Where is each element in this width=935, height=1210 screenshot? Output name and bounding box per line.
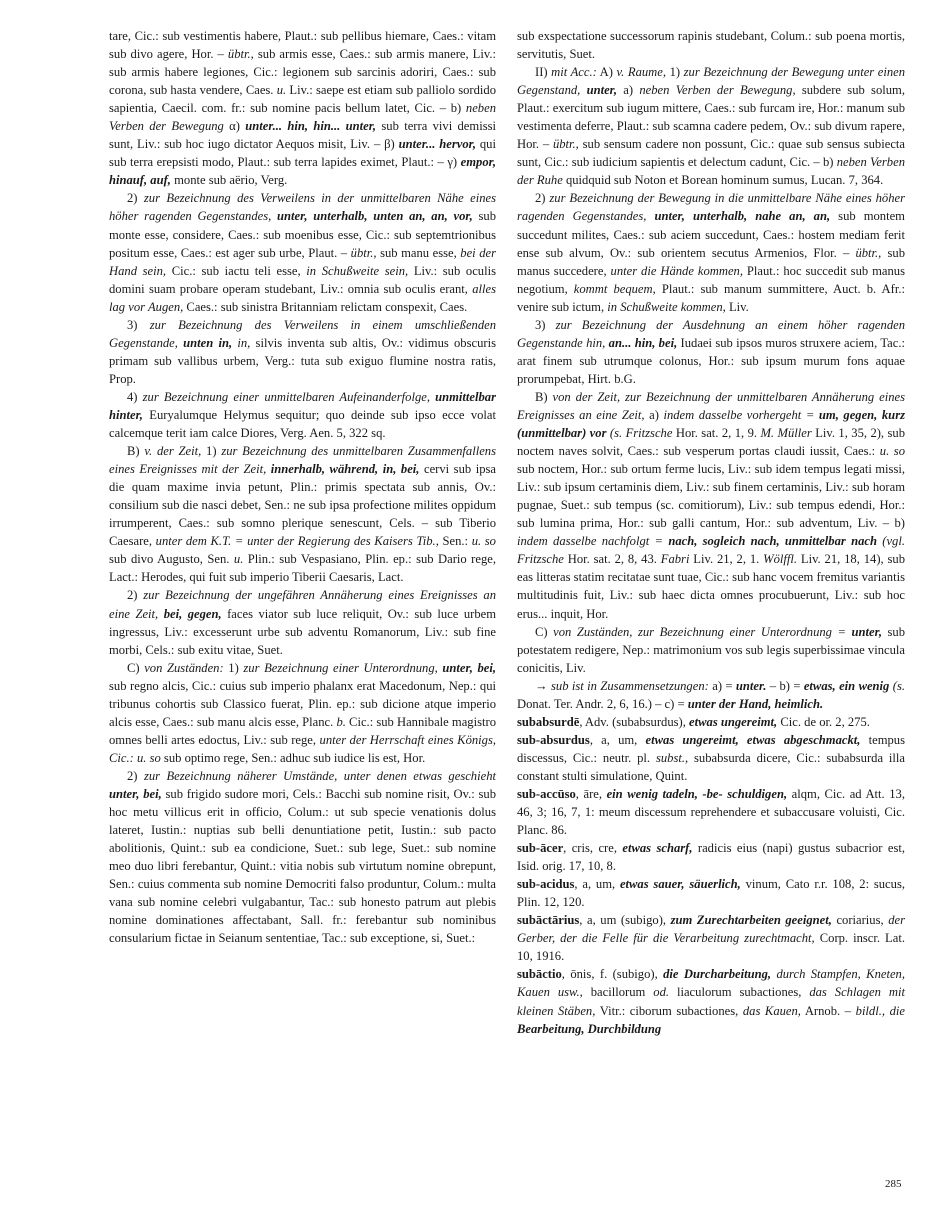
text-segment: durch Stampfen, Kneten, Kauen usw.,	[517, 967, 905, 1000]
text-segment: bei der Hand sein,	[109, 245, 496, 278]
text-segment: Liv.: sub oculis domini suam probare operam studebant, Liv.: omnia sub oculis erant,	[109, 263, 497, 296]
text-segment: 1)	[201, 444, 222, 459]
text-segment: od.	[653, 985, 670, 1000]
text-segment: sub manu esse,	[376, 245, 461, 260]
headword: subāctārius	[517, 913, 580, 928]
text-segment: unter, bei,	[109, 786, 162, 801]
text-segment: 3)	[127, 317, 150, 332]
text-segment: neben Verben der Bewegung,	[639, 83, 796, 98]
text-segment: a) =	[708, 678, 736, 693]
text-segment: der Gerber, der die Felle für die Verarbeitung zurechtmacht,	[517, 913, 906, 946]
text-segment: cervi sub ipsa die quam maxime invia petunt, Plin.: primis spectata sub annis, Ov.: consilium sub die nasci debet, Sen.: ne sub ipsa profectione milites oppidum irrumperent, Caes.: sub somno plerique senescunt, Cels. – sub Tiberio Caesare,	[109, 462, 496, 549]
text-segment: Liv. 1, 35, 2), sub noctem naves solvit, Caes.: sub vesperum portas claudi iussit, Caes.:	[517, 426, 905, 459]
text-segment: das Kauen,	[742, 1003, 801, 1018]
text-segment: tempus discessus, Cic.: neutr. pl.	[517, 732, 905, 765]
text-segment: v. der Zeit,	[144, 444, 202, 459]
text-segment: (s.	[892, 678, 906, 693]
text-segment: Iudaei sub ipsos muros struxere aciem, Tac.: arat finem sub utrumque colonus, Hor.: sub ipsum murum fons aquae prorumpebat, Hirt. b.G.	[517, 335, 905, 386]
right-column	[517, 27, 905, 1038]
text-segment: Sen.:	[438, 534, 472, 549]
text-segment: Plin.: sub Vespasiano, Plin. ep.: sub Dario rege, Lact.: Herodes, qui fuit sub imperio Tiberii Caesaris, Lact.	[109, 552, 496, 585]
text-segment: die Durcharbeitung,	[663, 967, 772, 982]
text-segment: sub regno alcis, Cic.: cuius sub imperio phalanx erat Macedonum, Nep.: qui tribunus cohortis sub Classico fuerat, Plin. ep.: sub dicione atque imperio alcis esse, Caes.: sub manu alcis esse, Planc.	[109, 678, 496, 729]
text-segment: unter, unterhalb, nahe an, an,	[654, 209, 831, 224]
left-column	[109, 27, 496, 947]
text-segment: sub ist in Zusammensetzungen:	[551, 678, 709, 693]
dictionary-paragraph	[517, 388, 905, 623]
dictionary-paragraph	[517, 316, 905, 388]
text-segment: tare, Cic.: sub vestimentis habere, Plaut.: sub pellibus hiemare, Caes.: vitam sub divo agere, Hor. –	[109, 29, 496, 62]
text-segment: unter... hervor,	[398, 137, 476, 152]
text-segment: das Schlagen mit kleinen Stäben,	[517, 985, 905, 1018]
text-segment: 3)	[535, 317, 556, 332]
text-segment: kommt bequem,	[573, 281, 656, 296]
text-segment: von Zuständen, zur Bezeichnung einer Unterordnung =	[553, 624, 846, 639]
text-segment: indem dasselbe nachfolgt =	[517, 534, 664, 549]
dictionary-paragraph	[517, 731, 905, 785]
text-segment: Cic.: sub Hannibale magistro omnes belli artes edoctus, Liv.: sub rege,	[109, 714, 496, 747]
text-segment: sub potestatem redigere, Nep.: matrimonium vos sub legis superbissimae vincula conicitis, Liv.	[517, 624, 905, 675]
dictionary-paragraph	[109, 442, 496, 586]
text-segment: etwas ungereimt,	[689, 714, 778, 729]
text-segment: empor, hinauf, auf,	[109, 155, 496, 188]
text-segment: übtr.,	[227, 47, 254, 62]
text-segment: u. so	[879, 444, 905, 459]
dictionary-paragraph	[109, 767, 496, 947]
text-segment: alles lag vor Augen,	[109, 281, 496, 314]
text-segment: zum Zurechtarbeiten geeignet,	[670, 913, 832, 928]
text-segment: neben Verben der Bewegung	[109, 101, 496, 134]
text-segment: in Schußweite kommen,	[607, 299, 726, 314]
text-segment: , a, um (subigo),	[579, 913, 671, 928]
text-segment: innerhalb, während, in, bei,	[270, 462, 420, 477]
text-segment: Hor. sat. 2, 1, 9.	[672, 426, 761, 441]
text-segment: zur Bezeichnung der ungefähren Annäherung eines Ereignisses an eine Zeit,	[109, 588, 496, 621]
dictionary-paragraph	[109, 586, 496, 658]
text-segment: Caes.: sub sinistra Britanniam relictam conspexit, Caes.	[183, 299, 468, 314]
text-segment: sub manus succedere,	[517, 245, 905, 278]
text-segment: , cris, cre,	[563, 841, 623, 856]
text-segment: u.	[233, 552, 244, 567]
text-segment: um, gegen, kurz (unmittelbar) vor	[517, 407, 905, 441]
text-segment: sub optimo rege, Sen.: adhuc sub iudice lis est, Hor.	[160, 750, 426, 765]
text-segment: monte sub aërio, Verg.	[170, 173, 288, 188]
text-segment: Liv. 21, 18, 14), sub eas litteras statim recitatae sunt tuae, Cic.: sub hanc vocem fremitus variantis multitudinis fuit, Liv.: sub haec dicta omnes procubuerunt, Liv.: sub hoc erus... inquit, Hor.	[517, 552, 905, 621]
text-segment: sub noctem, Hor.: sub ortum ferme lucis, Liv.: sub idem tempus legati missi, Liv.: sub ipsum certaminis diem, Liv.: sub finem certaminis, Liv.: sub horam pugnae, Suet.: sub tempus (sc. comitiorum), Liv.: sub tempus edendi, Hor.: sub lumina prima, Hor.: sub galli cantum, Hor.: sub adventum, Liv. – b)	[517, 462, 905, 531]
text-segment: sub montem succedunt milites, Caes.: sub aciem succedunt, Caes.: hostem mediam ferit ense sub alvum, Ov.: sub orientem secutus Armenios, Flor. –	[517, 209, 905, 260]
text-segment: bacillorum	[582, 985, 654, 1000]
text-segment: in,	[237, 335, 251, 350]
text-segment: unter der Herrschaft eines Königs, Cic.: u. so	[109, 732, 497, 765]
dictionary-paragraph	[109, 27, 496, 189]
text-segment: unter.	[735, 678, 767, 693]
text-segment: alqm, Cic. ad Att. 13, 46, 3; 16, 7, 1: meum discessum reprehendere et subaccusare voluisti, Cic. Planc. 86.	[517, 786, 905, 838]
text-segment: →	[535, 678, 551, 693]
dictionary-paragraph	[517, 677, 905, 713]
dictionary-paragraph	[517, 623, 905, 677]
text-segment: Fabri	[660, 552, 690, 567]
text-segment: subabsurda dicere, Cic.: subabsurda illa constant stulti simulatione, Quint.	[517, 750, 905, 783]
text-segment: 2)	[535, 191, 550, 206]
text-segment: sub terra vivi demissi sunt, Liv.: sub hoc iugo dictator Aequos misit, Liv. – β)	[109, 119, 496, 152]
text-segment: Liv.: saepe est etiam sub palliolo sordido sapientia, Caecil. com. fr.: sub nomine pacis bellum latet, Cic. – b)	[109, 83, 496, 116]
text-segment: unmittelbar hinter,	[109, 389, 496, 422]
text-segment: faces viator sub luce reliquit, Ov.: sub luce urbem ingressus, Liv.: excesserunt urbe sub adventu Romanorum, Liv.: sub fine morbi, Cels.: sub exitu vitae, Suet.	[109, 606, 496, 657]
text-segment: (vgl. Fritzsche	[517, 534, 905, 567]
text-segment: a)	[617, 83, 640, 98]
text-segment: etwas ungereimt, etwas abgeschmackt,	[645, 732, 861, 747]
text-segment: Plaut.: sub manum summittere, Auct. b. Afr.: venire sub ictum,	[517, 281, 905, 314]
text-segment: von der Zeit, zur Bezeichnung der unmittelbaren Annäherung eines Ereignisses an eine Zeit,	[517, 389, 905, 422]
text-segment: radicis eius (napi) gustus subacrior est, Isid. orig. 17, 10, 8.	[517, 841, 905, 874]
text-segment: zur Bezeichnung des Verweilens in der unmittelbaren Nähe eines höher ragenden Gegenstandes,	[109, 191, 497, 224]
text-segment: unter, unterhalb, unten an, an, vor,	[277, 209, 473, 224]
text-segment: bildl.,	[855, 1003, 886, 1018]
text-segment: – b) =	[766, 678, 804, 693]
text-segment: Liv.	[725, 299, 749, 314]
headword: sub-absurdus	[517, 732, 590, 747]
headword: sub-accūso	[517, 786, 576, 801]
text-segment: silvis inventa sub altis, Ov.: vidimus obscuris primam sub vallibus urbem, Verg.: tuta sub exiguo flumine nostra ratis, Prop.	[109, 335, 496, 386]
text-segment: zur Bezeichnung der Bewegung unter einen Gegenstand,	[517, 65, 906, 98]
text-segment: sub armis esse, Caes.: sub armis manere, Liv.: sub armis habere legiones, Cic.: legionem sub sarcinis adoriri, Caes.: sub corona, sub hasta vendere, Caes.	[109, 47, 497, 98]
dictionary-paragraph	[517, 965, 905, 1037]
text-segment: unten in,	[183, 335, 233, 350]
text-segment: zur Bezeichnung des Verweilens in einem umschließenden Gegenstande,	[109, 317, 497, 350]
text-segment: sub exspectatione successorum rapinis studebant, Colum.: sub poena mortis, servitutis, Suet.	[517, 29, 905, 62]
text-segment: C)	[127, 660, 145, 675]
text-segment: mit Acc.:	[551, 65, 597, 80]
text-segment: vinum, Cato r.r. 108, 2: sucus, Plin. 12, 120.	[517, 877, 905, 910]
dictionary-paragraph	[517, 713, 905, 731]
headword: subāctio	[517, 967, 562, 982]
text-segment: a)	[644, 407, 664, 422]
text-segment: bei, gegen,	[163, 606, 222, 621]
headword: sub-acidus	[517, 877, 575, 892]
text-segment: sub monte esse, considere, Caes.: sub moenibus esse, Cic.: sub septemtrionibus positum esse, Caes.: est ager sub urbe, Plaut. –	[109, 209, 496, 260]
text-segment: unter dem K.T. = unter der Regierung des Kaisers Tib.,	[155, 534, 439, 549]
text-segment: , āre,	[575, 786, 607, 801]
text-segment: qui sub terra erepsisti modo, Plaut.: sub terra lapides eximet, Plaut.: – γ)	[109, 137, 496, 170]
text-segment: Vitr.: ciborum subactiones,	[595, 1003, 743, 1018]
dictionary-paragraph	[517, 911, 905, 965]
text-segment: u. so	[471, 534, 496, 549]
text-segment: α)	[223, 119, 246, 134]
headword: subabsurdē	[517, 714, 580, 729]
text-segment: (s. Fritzsche	[609, 426, 673, 441]
text-segment: Corp. inscr. Lat. 10, 1916.	[517, 931, 905, 964]
text-segment: zur Bezeichnung näherer Umstände, unter denen etwas geschieht	[143, 768, 496, 783]
text-segment: Bearbeitung, Durchbildung	[517, 1021, 662, 1036]
text-segment: 2)	[127, 768, 144, 783]
text-segment: B)	[535, 389, 553, 404]
text-segment: subdere sub solum, Plaut.: exercitum sub iugum mittere, Caes.: sub furcam ire, Hor.: manum sub vestimenta deferre, Plaut.: sub scamna cadere pedem, Ov.: sub divum rapere, Hor. –	[517, 83, 905, 152]
text-segment: C)	[535, 624, 554, 639]
text-segment: liaculorum subactiones,	[669, 985, 810, 1000]
text-segment: Cic. de or. 2, 275.	[777, 714, 870, 729]
text-segment: nach, sogleich nach, unmittelbar nach	[668, 534, 877, 549]
text-segment: , ōnis, f. (subigo),	[561, 967, 664, 982]
text-segment: 1)	[666, 65, 684, 80]
dictionary-paragraph	[517, 63, 905, 189]
text-segment: etwas scharf,	[622, 841, 693, 856]
text-segment: II)	[535, 65, 552, 80]
text-segment: v. Raume,	[616, 65, 667, 80]
text-segment: an... hin, bei,	[608, 335, 678, 350]
dictionary-paragraph	[109, 316, 496, 388]
dictionary-paragraph	[109, 189, 496, 315]
text-segment: , a, um,	[589, 732, 646, 747]
text-segment: übtr.,	[552, 137, 579, 152]
text-segment: indem dasselbe vorhergeht =	[663, 407, 815, 422]
text-segment: zur Bezeichnung einer unmittelbaren Aufeinanderfolge,	[142, 389, 430, 404]
dictionary-paragraph	[517, 875, 905, 911]
dictionary-paragraph	[517, 27, 905, 63]
text-segment: Wölffl.	[763, 552, 798, 567]
text-segment: coriarius,	[831, 913, 889, 928]
text-segment: unter die Hände kommen,	[610, 263, 743, 278]
text-segment: 2)	[127, 588, 144, 603]
text-segment: u.	[276, 83, 287, 98]
dictionary-paragraph	[109, 659, 496, 767]
text-segment: zur Bezeichnung der Ausdehnung an einem höher ragenden Gegenstande hin,	[517, 317, 906, 350]
text-segment: Plaut.: hoc succedit sub manus negotium,	[517, 263, 905, 296]
dictionary-paragraph	[517, 785, 905, 839]
text-segment: unter... hin, hin... unter,	[245, 119, 377, 134]
text-segment: M. Müller	[760, 426, 812, 441]
text-segment: , Adv. (subabsurdus),	[579, 714, 690, 729]
text-segment: Euryalumque Helymus sequitur; quo deinde sub ipso ecce volat calcemque terit iam calce Diores, Verg. Aen. 5, 322 sq.	[109, 407, 496, 441]
text-segment: neben Verben der Ruhe	[517, 155, 905, 188]
text-segment: 1)	[223, 660, 244, 675]
text-segment: sub divo Augusto, Sen.	[109, 552, 234, 567]
text-segment: A)	[596, 65, 617, 80]
text-segment: Liv. 21, 2, 1.	[689, 552, 764, 567]
dictionary-paragraph	[517, 839, 905, 875]
text-segment: sub sensum cadere non possunt, Cic.: quae sub sensus subiecta sunt, Cic.: sub iudicium sapientis et delectum cadunt, Cic. – b)	[517, 137, 905, 170]
text-segment: unter der Hand, heimlich.	[687, 696, 824, 711]
text-segment: Donat. Ter. Andr. 2, 6, 16.) – c) =	[517, 696, 688, 711]
text-segment: b.	[336, 714, 346, 729]
text-segment: etwas, ein wenig	[803, 678, 890, 693]
text-segment: unter,	[851, 624, 882, 639]
text-segment: 4)	[127, 389, 143, 404]
text-segment: die	[889, 1003, 906, 1018]
text-segment: zur Bezeichnung der Bewegung in die unmittelbare Nähe eines höher ragenden Gegenstandes,	[517, 191, 905, 224]
text-segment: 2)	[127, 191, 144, 206]
text-segment: übtr.,	[350, 245, 377, 260]
text-segment: übtr.,	[855, 245, 882, 260]
text-segment: unter,	[586, 83, 618, 98]
text-segment: Hor. sat. 2, 8, 43.	[563, 552, 661, 567]
page-number: 285	[885, 1178, 902, 1190]
text-segment: ein wenig tadeln, -be- schuldigen,	[606, 786, 788, 801]
text-segment: zur Bezeichnung einer Unterordnung,	[243, 660, 438, 675]
text-segment: Arnob. –	[800, 1003, 856, 1018]
text-segment: Cic.: sub iactu teli esse,	[166, 263, 307, 278]
text-segment: B)	[127, 444, 145, 459]
text-segment: etwas sauer, säuerlich,	[619, 877, 741, 892]
dictionary-paragraph	[517, 189, 905, 315]
text-segment: quidquid sub Noton et Borean hominum sumus, Lucan. 7, 364.	[562, 173, 884, 188]
text-segment: sub frigido sudore mori, Cels.: Bacchi sub nomine risit, Ov.: sub hoc metu villicus erit in officio, Colum.: ut sub specie venationis dolus lateret, Iustin.: nuptias sub belli denuntiatione petit, Iustin.: sub pacto abolitionis, Quint.: sub ea condicione, Suet.: sub lege, Suet.: sub nomine meo duo libri ferebantur, Quint.: vitia nobis sub virtutum nomine obrepunt, Sen.: cuius commenta sub nomine Democriti falso produntur, Colum.: multa vana sub nomine celebri vulgabantur, Tac.: sub honesto patrum aut plebis nomine dominationes affectabant, Sall. fr.: ferebantur sub nominibus consularium fictae in Seianum sententiae, Tac.: sub exceptione, si, Suet.:	[109, 786, 497, 946]
text-segment: subst.,	[655, 750, 689, 765]
text-segment: , a, um,	[574, 877, 620, 892]
dictionary-paragraph	[109, 388, 496, 442]
headword: sub-ācer	[517, 841, 564, 856]
text-segment: von Zuständen:	[144, 660, 224, 675]
text-segment: in Schußweite sein,	[306, 263, 409, 278]
text-segment: zur Bezeichnung des unmittelbaren Zusammenfallens eines Ereignisses mit der Zeit,	[109, 444, 496, 477]
text-segment: unter, bei,	[442, 660, 496, 675]
